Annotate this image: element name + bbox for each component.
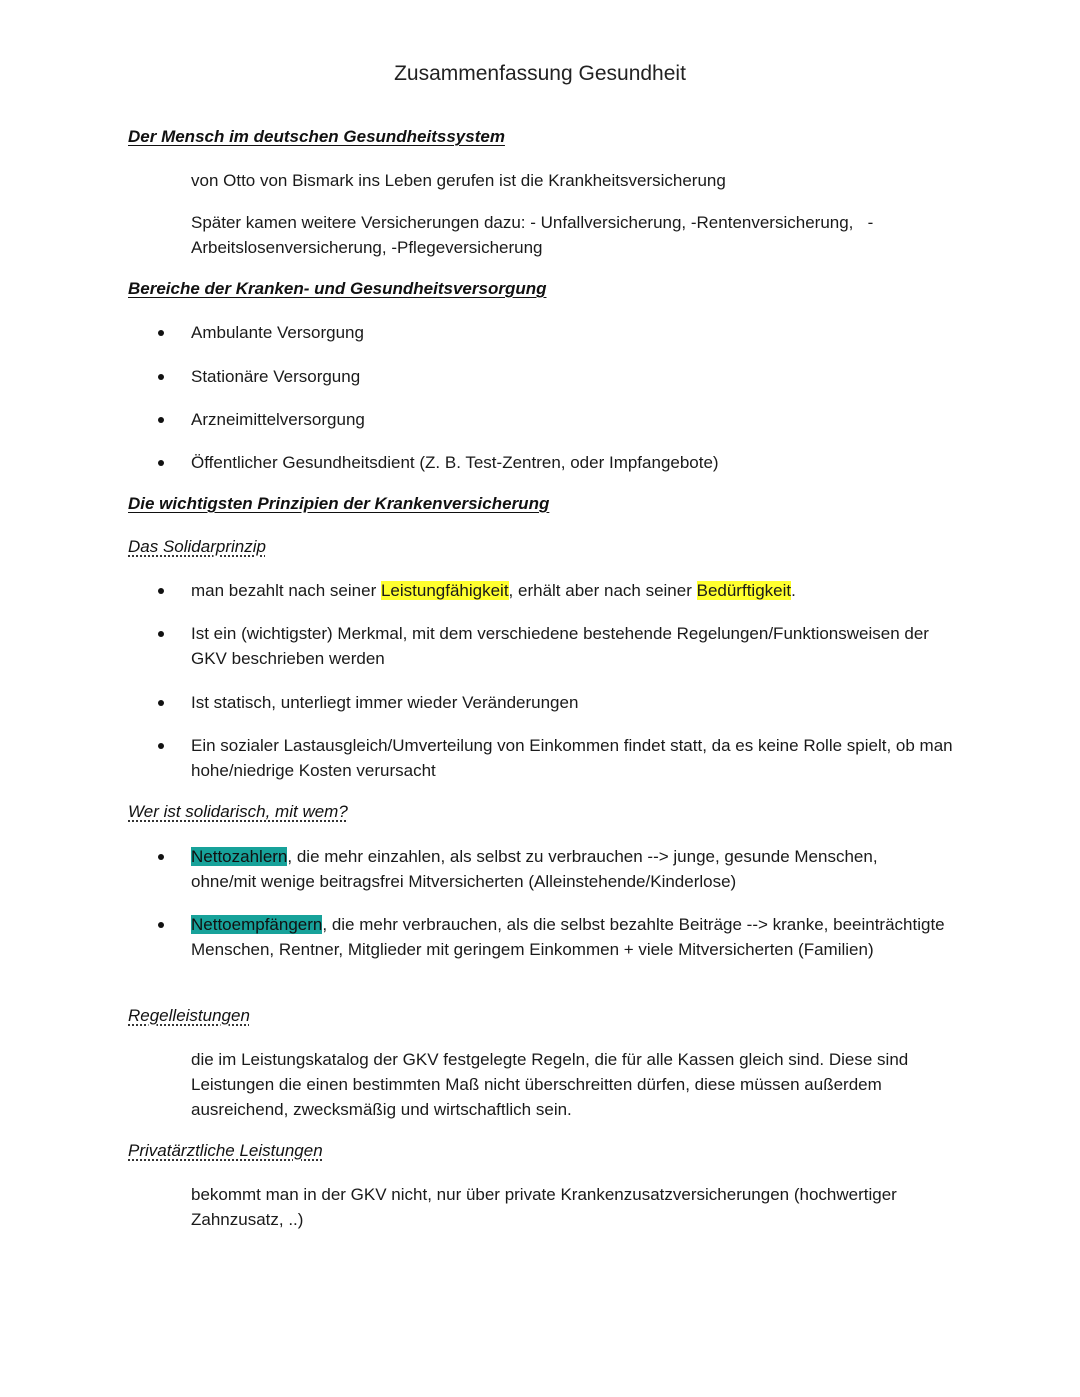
list-item: Öffentlicher Gesundheitsdient (Z. B. Test-Zentren, oder Impfangebote) bbox=[191, 453, 719, 472]
paragraph-line: Später kamen weitere Versicherungen dazu: - Unfallversicherung, -Rentenversicherung, - bbox=[191, 213, 874, 232]
bullet-icon bbox=[158, 631, 164, 637]
subheading-solidarprinzip: Das Solidarprinzip bbox=[128, 537, 266, 556]
list-item bbox=[191, 578, 951, 603]
bullet-icon bbox=[158, 460, 164, 466]
text-span: , die mehr verbrauchen, als die selbst bezahlte Beiträge --> kranke, beeinträchtigte Menschen, Rentner, Mitglieder mit geringem Einkommen + viele Mitversicherten (Familien) bbox=[191, 915, 945, 959]
section-heading-gesundheitssystem: Der Mensch im deutschen Gesundheitssystem bbox=[128, 127, 505, 146]
list-item: Ist statisch, unterliegt immer wieder Veränderungen bbox=[191, 693, 579, 712]
paragraph-privataerztlich: bekommt man in der GKV nicht, nur über private Krankenzusatzversicherungen (hochwertiger Zahnzusatz, ..) bbox=[191, 1185, 897, 1229]
list-item bbox=[191, 844, 911, 894]
bullet-icon bbox=[158, 417, 164, 423]
bullet-icon bbox=[158, 743, 164, 749]
paragraph-versicherungen bbox=[191, 210, 991, 260]
bullet-icon bbox=[158, 854, 164, 860]
list-item: Ambulante Versorgung bbox=[191, 323, 364, 342]
subheading-solidarisch: Wer ist solidarisch, mit wem? bbox=[128, 802, 348, 821]
paragraph-line: Arbeitslosenversicherung, -Pflegeversicherung bbox=[191, 238, 543, 257]
highlight-nettozahlern: Nettozahlern bbox=[191, 847, 288, 866]
text-span: . bbox=[791, 581, 796, 600]
bullet-icon bbox=[158, 700, 164, 706]
paragraph-regelleistungen: die im Leistungskatalog der GKV festgelegte Regeln, die für alle Kassen gleich sind. Diese sind Leistungen die einen bestimmten Maß nicht überschreitten dürfen, diese müssen außerdem ausreichend, zwecksmäßig und wirtschaftlich sein. bbox=[191, 1050, 909, 1119]
list-item bbox=[191, 912, 961, 962]
bullet-icon bbox=[158, 922, 164, 928]
list-item: Ist ein (wichtigster) Merkmal, mit dem verschiedene bestehende Regelungen/Funktionsweisen der GKV beschrieben werden bbox=[191, 624, 929, 668]
list-item: Ein sozialer Lastausgleich/Umverteilung von Einkommen findet statt, da es keine Rolle spielt, ob man hohe/niedrige Kosten verursacht bbox=[191, 736, 953, 780]
section-heading-prinzipien: Die wichtigsten Prinzipien der Krankenversicherung bbox=[128, 494, 550, 513]
text-span: , die mehr einzahlen, als selbst zu verbrauchen --> junge, gesunde Menschen, ohne/mit wenige beitragsfrei Mitversicherten (Alleinstehende/Kinderlose) bbox=[191, 847, 878, 891]
document-title: Zusammenfassung Gesundheit bbox=[394, 62, 686, 85]
highlight-leistungsfaehigkeit: Leistungfähigkeit bbox=[380, 581, 509, 600]
text-span: man bezahlt nach seiner bbox=[191, 581, 381, 600]
highlight-nettoempfaengern: Nettoempfängern bbox=[191, 915, 323, 934]
list-item: Stationäre Versorgung bbox=[191, 367, 361, 386]
list-item: Arzneimittelversorgung bbox=[191, 410, 365, 429]
text-span: , erhält aber nach seiner bbox=[508, 581, 697, 600]
highlight-beduerftigkeit: Bedürftigkeit bbox=[696, 581, 792, 600]
bullet-icon bbox=[158, 330, 164, 336]
subheading-privataerztlich: Privatärztliche Leistungen bbox=[128, 1141, 323, 1160]
section-heading-versorgung: Bereiche der Kranken- und Gesundheitsversorgung bbox=[128, 279, 547, 298]
subheading-regelleistungen: Regelleistungen bbox=[128, 1006, 250, 1025]
bullet-icon bbox=[158, 374, 164, 380]
paragraph-bismark: von Otto von Bismark ins Leben gerufen ist die Krankheitsversicherung bbox=[191, 171, 726, 190]
bullet-icon bbox=[158, 588, 164, 594]
